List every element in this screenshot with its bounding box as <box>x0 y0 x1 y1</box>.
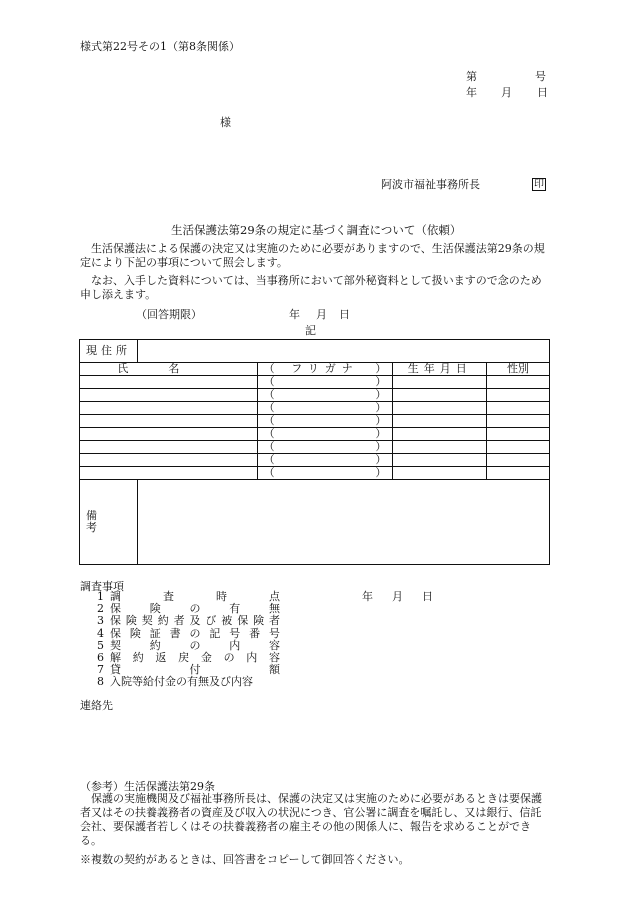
person-row <box>80 428 550 441</box>
paren-close: ） <box>375 440 387 453</box>
paren-open: （ <box>263 401 275 414</box>
remarks-label: 備考 <box>80 480 138 565</box>
item-number: 6 <box>97 651 104 665</box>
birth-header: 生年月日 <box>393 363 487 376</box>
body-paragraph-1: 生活保護法による保護の決定又は実施のために必要がありますので、生活保護法第29条の規定により下記の事項について照会します。 <box>80 242 545 269</box>
person-name-cell[interactable] <box>80 389 258 402</box>
person-sex-cell[interactable] <box>487 402 550 415</box>
date-year: 年 <box>466 86 477 99</box>
document-title: 生活保護法第29条の規定に基づく調査について（依頼） <box>171 223 462 237</box>
person-sex-cell[interactable] <box>487 415 550 428</box>
paren-close: ） <box>375 388 387 401</box>
person-row <box>80 415 550 428</box>
person-kana-cell[interactable] <box>257 389 393 402</box>
person-row <box>80 467 550 480</box>
item-label: 保険の有無 <box>110 602 280 616</box>
item-label: 貸付額 <box>110 663 280 677</box>
number-prefix: 第 <box>466 70 477 83</box>
list-item <box>80 676 437 688</box>
person-sex-cell[interactable] <box>487 441 550 454</box>
person-name-cell[interactable] <box>80 467 258 480</box>
person-kana-cell[interactable] <box>257 467 393 480</box>
address-row <box>80 340 550 363</box>
paren-open: （ <box>263 427 275 440</box>
person-sex-cell[interactable] <box>487 389 550 402</box>
date-day: 日 <box>537 86 548 99</box>
table-header-row <box>80 363 550 376</box>
person-sex-cell[interactable] <box>487 454 550 467</box>
reference-text: 保護の実施機関及び福祉事務所長は、保護の決定又は実施のために必要があるときは要保護者又はその扶養義務者の資産及び収入の状況につき、官公署に調査を嘱託し、又は銀行、信託会社、要保護者若しくはその扶養義務者の雇主その他の関係人に、報告を求めることができる。 <box>80 792 542 847</box>
person-kana-cell[interactable] <box>257 402 393 415</box>
reference-title: （参考）生活保護法第29条 <box>80 780 215 793</box>
person-row <box>80 402 550 415</box>
person-row <box>80 389 550 402</box>
person-name-cell[interactable] <box>80 454 258 467</box>
seal-text: 印 <box>534 179 544 190</box>
deadline-label: （回答期限） <box>136 308 202 321</box>
deadline-day: 日 <box>339 308 350 321</box>
person-kana-cell[interactable] <box>257 415 393 428</box>
person-birth-cell[interactable] <box>393 389 487 402</box>
address-field[interactable] <box>137 340 549 363</box>
person-name-cell[interactable] <box>80 441 258 454</box>
paren-open: （ <box>263 440 275 453</box>
person-birth-cell[interactable] <box>393 415 487 428</box>
paren-close: ） <box>375 401 387 414</box>
copy-note: ※複数の契約があるときは、回答書をコピーして御回答ください。 <box>80 853 410 866</box>
contact-label: 連絡先 <box>80 699 113 712</box>
kana-header: フリガナ <box>291 362 359 375</box>
list-item <box>80 615 437 627</box>
person-name-cell[interactable] <box>80 428 258 441</box>
deadline-year: 年 <box>289 308 300 321</box>
form-id: 様式第22号その1（第8条関係） <box>80 40 240 53</box>
paren-open: （ <box>263 362 275 375</box>
item-label: 保険契約者及び被保険者 <box>110 614 280 628</box>
item-number: 3 <box>97 614 104 628</box>
person-row <box>80 376 550 389</box>
person-kana-cell[interactable] <box>257 441 393 454</box>
item-date: 年 月 日 <box>362 590 437 603</box>
paren-close: ） <box>375 453 387 466</box>
item-label: 入院等給付金の有無及び内容 <box>110 675 253 689</box>
paren-open: （ <box>263 414 275 427</box>
paren-open: （ <box>263 466 275 479</box>
paren-close: ） <box>375 414 387 427</box>
person-name-cell[interactable] <box>80 376 258 389</box>
paren-open: （ <box>263 375 275 388</box>
person-sex-cell[interactable] <box>487 376 550 389</box>
person-birth-cell[interactable] <box>393 441 487 454</box>
remarks-row <box>80 480 550 565</box>
name-header: 氏名 <box>80 363 258 376</box>
person-birth-cell[interactable] <box>393 402 487 415</box>
paren-close: ） <box>375 375 387 388</box>
item-number: 4 <box>97 626 104 640</box>
sender-name: 阿波市福祉事務所長 <box>381 178 480 191</box>
paren-open: （ <box>263 453 275 466</box>
person-kana-cell[interactable] <box>257 376 393 389</box>
body-paragraph-2: なお、入手した資料については、当事務所において部外秘資料として扱いますので念のため申し添えます。 <box>80 274 542 301</box>
paren-close: ） <box>375 362 387 375</box>
person-row <box>80 454 550 467</box>
person-sex-cell[interactable] <box>487 467 550 480</box>
addressee-suffix: 様 <box>220 116 231 129</box>
person-birth-cell[interactable] <box>393 454 487 467</box>
sex-header: 性別 <box>487 363 550 376</box>
items-title: 調査事項 <box>80 580 124 593</box>
item-label: 契約の内容 <box>110 638 280 652</box>
ki-mark: 記 <box>305 324 316 337</box>
address-label: 現住所 <box>80 340 138 363</box>
item-label: 解約返戻金の内容 <box>110 651 280 665</box>
item-number: 5 <box>97 638 104 652</box>
remarks-field[interactable] <box>137 480 549 565</box>
person-birth-cell[interactable] <box>393 376 487 389</box>
person-sex-cell[interactable] <box>487 428 550 441</box>
person-kana-cell[interactable] <box>257 428 393 441</box>
paren-open: （ <box>263 388 275 401</box>
person-birth-cell[interactable] <box>393 428 487 441</box>
deadline-month: 月 <box>316 308 327 321</box>
paren-close: ） <box>375 427 387 440</box>
item-number: 8 <box>97 675 104 689</box>
subject-table <box>79 339 550 565</box>
person-kana-cell[interactable] <box>257 454 393 467</box>
person-birth-cell[interactable] <box>393 467 487 480</box>
item-label: 保険証書の記号番号 <box>110 626 280 640</box>
kana-header-cell <box>257 363 393 376</box>
person-name-cell[interactable] <box>80 415 258 428</box>
number-suffix: 号 <box>535 70 546 83</box>
paren-close: ） <box>375 466 387 479</box>
item-number: 2 <box>97 602 104 616</box>
person-row <box>80 441 550 454</box>
person-name-cell[interactable] <box>80 402 258 415</box>
seal-mark <box>532 175 546 190</box>
items-list <box>80 591 437 689</box>
item-number: 7 <box>97 663 104 677</box>
item-number: 1 <box>97 590 104 603</box>
date-month: 月 <box>501 86 512 99</box>
list-item <box>80 628 437 640</box>
item-label: 調査時点 <box>110 590 280 603</box>
